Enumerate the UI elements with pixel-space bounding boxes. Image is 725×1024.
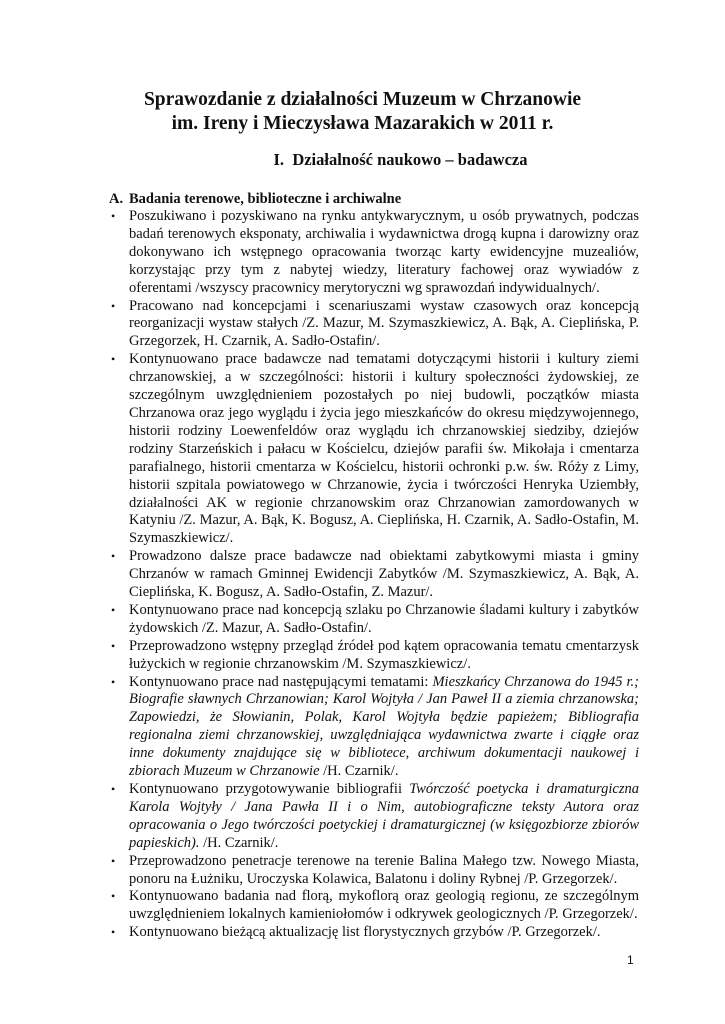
bullet-icon: • (111, 782, 116, 796)
bullet-icon: • (111, 549, 116, 564)
item-text: Poszukiwano i pozyskiwano na rynku antykwarycznym, u osób prywatnych, podczas badań terenowych eksponaty, archiwalia i wydawnictwa drogą kupna i darowizny oraz dokonywano ich wstępnego opracowania tworząc karty ewidencyjne muzealiów, korzystając przy tym z nabytej wiedzy, literatury fachowej oraz wywiadów z oferentami /wszyscy pracownicy merytoryczni wg sprawozdań indywidualnych/. (129, 208, 639, 296)
item-text: /H. Czarnik/. (199, 834, 279, 851)
title-line-1: Sprawozdanie z działalności Muzeum w Chrzanowie (143, 89, 582, 110)
item-text: Kontynuowano badania nad florą, mykoflorą oraz geologią regionu, ze szczególnym uwzględnieniem lokalnych kamieniołomów i odkrywek geologicznych /P. Grzegorzek/. (129, 888, 639, 923)
item-text: Przeprowadzono penetracje terenowe na terenie Balina Małego tzw. Nowego Miasta, ponoru na Łużniku, Uroczyska Kolawica, Balatonu i doliny Rybnej /P. Grzegorzek/. (129, 852, 639, 887)
item-text: Prowadzono dalsze prace badawcze nad obiektami zabytkowymi miasta i gminy Chrzanów w ramach Gminnej Ewidencji Zabytków /M. Szymaszkiewicz, A. Bąk, A. Cieplińska, K. Bogusz, A. Sadło-Ostafin, Z. Mazur/. (129, 548, 639, 601)
list-item (109, 548, 639, 602)
item-text: /H. Czarnik/. (319, 763, 399, 780)
bullet-icon: • (111, 638, 116, 653)
page-number: 1 (627, 953, 634, 967)
list-item (109, 638, 639, 674)
bullet-icon: • (111, 889, 116, 904)
subsection-title: Badania terenowe, biblioteczne i archiwalne (129, 191, 402, 207)
item-text: Kontynuowano prace badawcze nad tematami dotyczącymi historii i kultury ziemi chrzanowskiej, a w szczególności: historii i kultury społeczności żydowskiej, ze szczególnym uwzględnieniem pozostałych po niej budowli, początków miasta Chrzanowa oraz jego wyglądu i życia jego mieszkańców do okresu międzywojennego, historii rodziny Loewenfeldów oraz wyglądu ich chrzanowskiej siedziby, dziejów rodziny Starzeńskich i pałacu w Kościelcu, dziejów parafii św. Mikołaja i cmentarza parafialnego, historii cmentarza w Kościelcu, historii ochronki p.w. św. Róży z Limy, historii szpitala powiatowego w Chrzanowie, życia i twórczości Henryka Uziembły, działalności AK w regionie chrzanowskim oraz Chrzanowian zamordowanych w Katyniu /Z. Mazur, A. Bąk, K. Bogusz, A. Cieplińska, H. Czarnik, A. Sadło-Ostafin, M. Szymaszkiewicz/. (129, 351, 639, 547)
item-text: Kontynuowano prace nad koncepcją szlaku po Chrzanowie śladami kultury i zabytków żydowskich /Z. Mazur, A. Sadło-Ostafin/. (129, 601, 639, 636)
bullet-icon: • (111, 209, 116, 223)
document-title (0, 88, 725, 136)
list-item (109, 208, 639, 298)
bullet-icon: • (111, 925, 116, 940)
item-text: Pracowano nad koncepcjami i scenariuszami wystaw czasowych oraz koncepcją reorganizacji wystaw stałych /Z. Mazur, M. Szymaszkiewicz, A. Bąk, A. Cieplińska, P. Grzegorzek, H. Czarnik, A. Sadło-Ostafin/. (129, 297, 639, 350)
section-title: Działalność naukowo – badawcza (292, 150, 528, 169)
bullet-icon: • (111, 674, 116, 689)
section-heading (0, 150, 725, 170)
bullet-icon: • (111, 352, 116, 367)
bullet-icon: • (111, 853, 116, 868)
list-item (109, 602, 639, 638)
list-item (109, 674, 639, 781)
item-text: Przeprowadzono wstępny przegląd źródeł pod kątem opracowania tematu cmentarzysk łużyckich w regionie chrzanowskim /M. Szymaszkiewicz/. (129, 637, 639, 672)
list-item (109, 351, 639, 548)
list-item (109, 298, 639, 352)
section-number: I. (273, 150, 285, 169)
title-line-2: im. Ireny i Mieczysława Mazarakich w 2011 r. (171, 113, 554, 134)
item-text-italic: Mieszkańcy Chrzanowa do 1945 r.; Biografie sławnych Chrzanowian; Karol Wojtyła / Jan Paweł II a ziemia chrzanowska; Zapowiedzi, że Słowianin, Polak, Karol Wojtyła będzie papieżem; Bibliografia regionalna ziemi chrzanowskiej, uwzględniająca wydawnictwa zwarte i ciągłe oraz inne dokumenty znajdujące się w bibliotece, archiwum dokumentacji naukowej i zbiorach Muzeum w Chrzanowie (129, 673, 639, 780)
list-item (109, 888, 639, 924)
list-item (109, 781, 639, 853)
bullet-icon: • (111, 298, 116, 313)
item-text: Kontynuowano bieżącą aktualizację list florystycznych grzybów /P. Grzegorzek/. (129, 924, 601, 941)
item-text-italic: Twórczość poetycka i dramaturgiczna Karola Wojtyły / Jana Pawła II i o Nim, autobiograficzne teksty Autora oraz opracowania o Jego twórczości poetyckiej i dramaturgicznej (w księgozbiorze zbiorów papieskich). (129, 781, 640, 851)
subsection-heading (109, 190, 401, 208)
subsection-letter: A. (109, 191, 124, 207)
item-text: Kontynuowano prace nad następującymi tematami: (129, 673, 433, 690)
bullet-list (109, 208, 639, 942)
list-item (109, 853, 639, 889)
list-item (109, 924, 639, 942)
item-text: Kontynuowano przygotowywanie bibliografii (129, 781, 410, 797)
bullet-icon: • (111, 602, 116, 617)
